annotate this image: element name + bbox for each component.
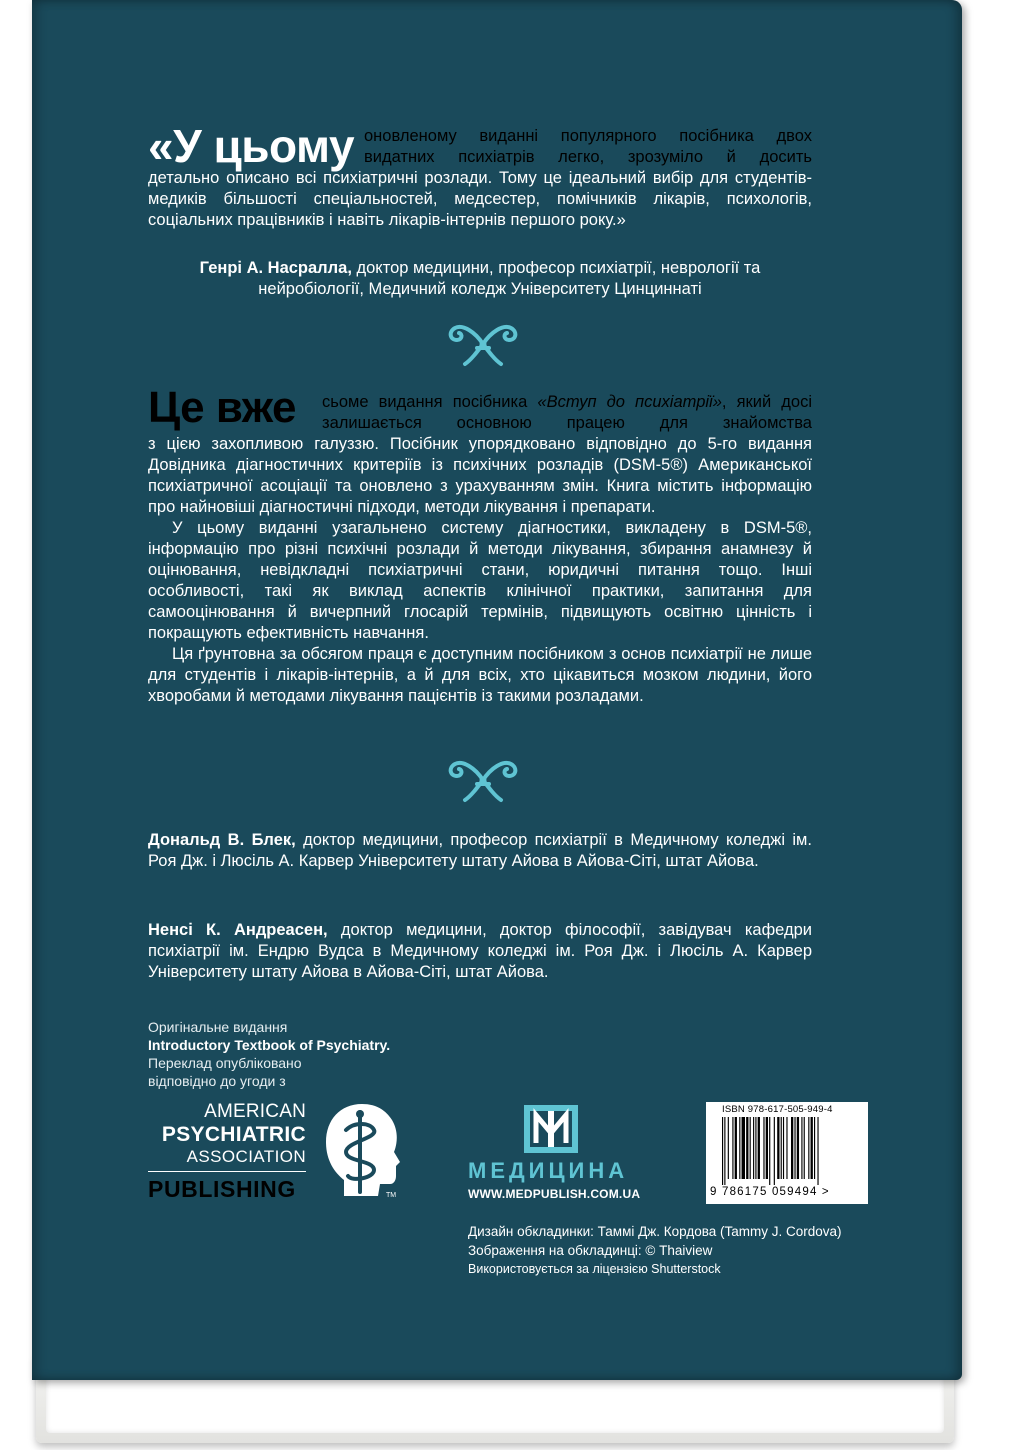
description-paragraph-3: Ця ґрунтовна за обсягом праця є доступним посібником з основ психіатрії не лише для студентів і лікарів-інтернів, а й для всіх, хто цікавиться мозком людини, його хворобами й методами лікування пацієнтів із такими розладами. [148, 645, 812, 705]
barcode-bar [774, 1117, 775, 1185]
author-text-1: доктор медицини, професор психіатрії в Медичному коледжі ім. Роя Дж. і Люсіль А. Карвер Університету штату Айова в Айова-Сіті, штат Айова. [148, 831, 812, 870]
barcode-bar [766, 1117, 768, 1179]
credit-image: Зображення на обкладинці: © Thaiview [468, 1243, 713, 1258]
description-first-line [322, 392, 812, 434]
apa-head-logo-icon [322, 1100, 402, 1200]
original-edition-title: Introductory Textbook of Psychiatry. [148, 1037, 391, 1053]
barcode-bar [804, 1117, 805, 1179]
apa-logo-rule [148, 1171, 306, 1172]
barcode-bar [777, 1117, 779, 1179]
barcode-bar [791, 1117, 793, 1179]
barcode-bar [728, 1117, 729, 1179]
author-name-1: Дональд В. Блек, [148, 831, 296, 849]
author-bio-1 [148, 830, 812, 872]
apa-line-psychiatric: PSYCHIATRIC [161, 1123, 306, 1146]
barcode-bars [722, 1117, 858, 1185]
barcode-bar [781, 1117, 782, 1179]
description-paragraph-1: з цією захопливою галуззю. Посібник упорядковано відповідно до 5-го видання Довідника діагностичних критеріїв із психічних розладів (DSM-5®) Американської психіатричної асоціації та оновлено з урахуванням змін. Книга містить інформацію про найновіші діагностичні підходи, методи лікування і препарати. [148, 435, 812, 516]
barcode-bar [732, 1117, 733, 1179]
ornament-divider-icon [445, 318, 521, 370]
description-body [148, 434, 812, 707]
barcode-bar [746, 1117, 748, 1179]
barcode-bar [769, 1117, 770, 1185]
barcode-bar [758, 1117, 760, 1179]
barcode-bar [735, 1117, 737, 1179]
original-edition-line3: Переклад опубліковано [148, 1055, 302, 1071]
original-edition-line1: Оригінальне видання [148, 1019, 288, 1035]
quote-body: детально описано всі психіатричні розлади. Тому це ідеальний вибір для студентів-медиків більшості спеціальностей, медсестер, помічників лікарів, психологів, соціальних працівників і навіть лікарів-інтернів першого року.» [148, 169, 812, 229]
barcode-bar [753, 1117, 754, 1179]
barcode-bar [811, 1117, 813, 1179]
quote-attribution [148, 258, 812, 300]
barcode-bar [783, 1117, 784, 1179]
quote-lead: «У цьому [148, 120, 355, 172]
barcode-bar [786, 1117, 787, 1179]
book-title: «Вступ до психіатрії» [537, 393, 722, 411]
cover-credits [468, 1222, 888, 1279]
apa-logo-text [148, 1101, 306, 1167]
description-first-line-a: сьоме видання посібника [322, 393, 538, 411]
quote-first-line: оновленому виданні популярного посібника двох видатних психіатрів легко, зрозуміло й досить [364, 127, 812, 166]
barcode-bar [739, 1117, 740, 1179]
barcode-bar [742, 1117, 745, 1179]
apa-trademark: TM [386, 1192, 397, 1199]
barcode-bar [814, 1117, 815, 1179]
barcode-bar [794, 1117, 795, 1179]
publisher-url[interactable]: WWW.MEDPUBLISH.COM.UA [468, 1187, 641, 1201]
original-edition-note [148, 1018, 448, 1090]
isbn-number: ISBN 978-617-505-949-4 [722, 1104, 833, 1115]
barcode-bar [797, 1117, 799, 1179]
credit-design: Дизайн обкладинки: Таммі Дж. Кордова (Tammy J. Cordova) [468, 1224, 842, 1239]
medicina-logo-icon [522, 1103, 580, 1155]
barcode-bar [808, 1117, 809, 1179]
apa-line-american: AMERICAN [204, 1101, 306, 1122]
quote-author-title: доктор медицини, професор психіатрії, неврології та нейробіології, Медичний коледж Університету Цинциннаті [258, 259, 761, 298]
barcode-bar [801, 1117, 802, 1179]
barcode-bar [763, 1117, 764, 1179]
publisher-name: МЕДИЦИНА [468, 1158, 629, 1183]
description-first-line-b: , який досі залишається основною працею для знайомства [322, 393, 813, 432]
barcode-bar [750, 1117, 751, 1179]
barcode-digits: 9 786175 059494 > [710, 1186, 830, 1198]
description-paragraph-2: У цьому виданні узагальнено систему діагностики, викладену в DSM-5®, інформацію про різні психічні розлади й методи лікування, збирання анамнезу й оцінювання, невідкладні психіатричні стани, юридичні питання тощо. Інші особливості, такі як виклад аспектів клінічної практики, запитання для самооцінювання й вичерпний глосарій термінів, підвищують освітню цінність і покращують ефективність навчання. [148, 519, 812, 642]
barcode-bar [755, 1117, 756, 1179]
apa-line-publishing: PUBLISHING [148, 1176, 296, 1202]
quote-author-name: Генрі А. Насралла, [199, 259, 352, 277]
author-name-2: Ненсі К. Андреасен, [148, 921, 328, 939]
credit-license: Використовується за ліцензією Shutterstock [468, 1262, 721, 1276]
isbn-barcode [706, 1102, 868, 1204]
barcode-bar [817, 1117, 818, 1185]
original-edition-line4: відповідно до угоди з [148, 1073, 286, 1089]
ornament-divider-icon [445, 754, 521, 806]
barcode-bar [722, 1117, 723, 1185]
barcode-bar [724, 1117, 725, 1185]
apa-line-association: ASSOCIATION [186, 1147, 306, 1166]
description-lead: Це вже [148, 383, 296, 432]
author-text-2: доктор медицини, доктор філософії, завідувач кафедри психіатрії ім. Ендрю Вудса в Медичному коледжі ім. Роя Дж. і Люсіль А. Карвер Університету штату Айова в Айова-Сіті, штат Айова. [148, 921, 812, 981]
author-bio-2 [148, 920, 812, 983]
